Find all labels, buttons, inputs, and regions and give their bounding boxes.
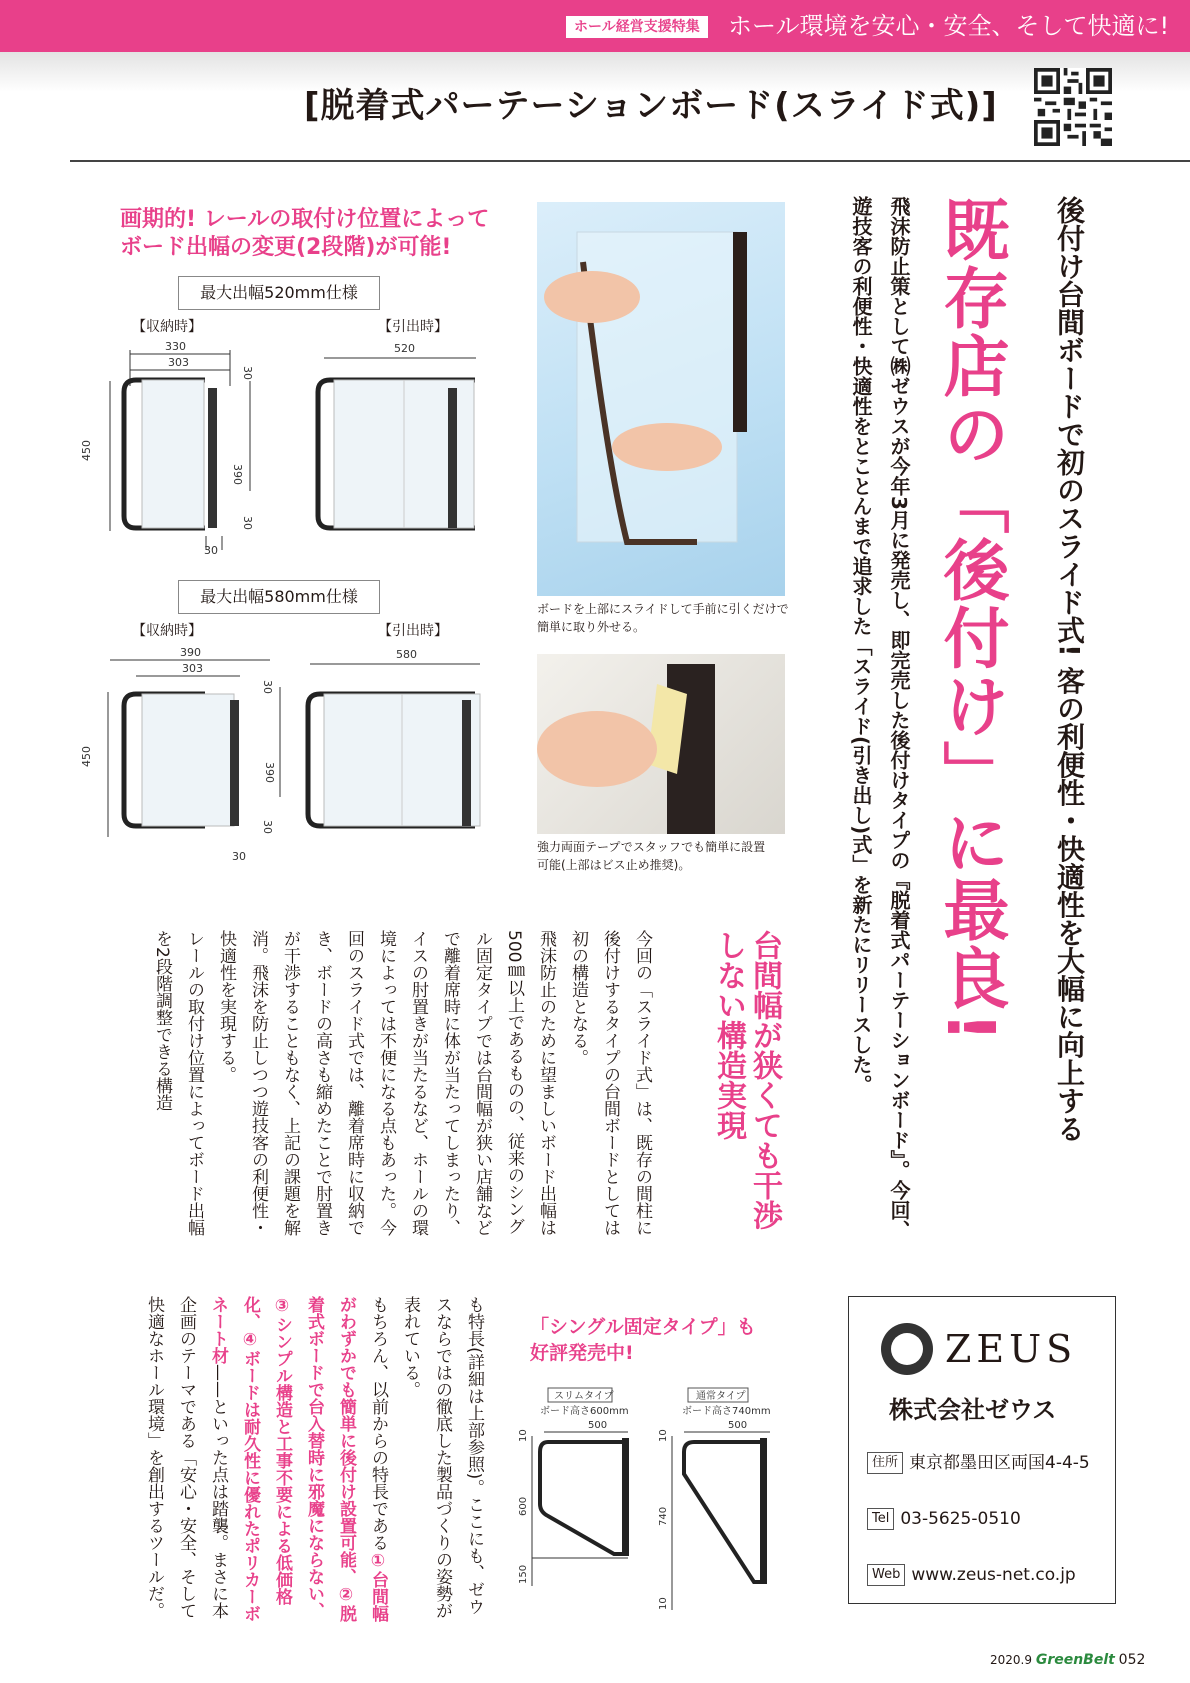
- dim-label: 330: [165, 340, 186, 353]
- lead-main: 後付け台間ボードで初のスライド式! 客の利便性・快適性を大幅に向上する: [1053, 196, 1086, 1143]
- article-paragraph: もちろん、以前からの特長である: [368, 1296, 388, 1551]
- diagram-note-line: ボード出幅の変更(2段階)が可能!: [120, 235, 452, 260]
- issue-date: 2020.9: [990, 1653, 1032, 1667]
- photo1-caption: [537, 600, 797, 636]
- qr-code-icon[interactable]: [1034, 68, 1112, 146]
- dim-label: 30: [204, 544, 218, 556]
- article-paragraph: レールの取付け位置によってボード出幅を2段階調整できる構造: [152, 930, 204, 1236]
- dim-label: 600: [518, 1496, 529, 1516]
- spec1-pulled-label: 【引出時】: [378, 319, 448, 335]
- dim-label: 30: [261, 680, 274, 694]
- page-number: 052: [1118, 1652, 1146, 1668]
- lead-headline: 既存店の「後付け」に最良!: [932, 196, 1009, 1045]
- article-paragraph: 飛沫防止のために望ましいボード出幅は500㎜以上であるものの、従来のシングル固定タイプでは台間幅が狭い店舗などで離着席時に体が当たってしまったり、イスの肘置きが当たるなど、ホールの環境によっては不便になる点もあった。今回のスライド式では、離着席時に収納でき、ボードの高さも縮めたことで肘置きが干渉することもなく、上記の課題を解消。飛沫を防止しつつ遊技客の利便性・快適性を実現する。: [216, 930, 556, 1236]
- caption-line: 簡単に取り外せる。: [537, 620, 646, 634]
- zeus-emblem-icon: [881, 1323, 933, 1375]
- normal-label: 通常タイプ: [696, 1391, 746, 1402]
- lead-sub: 飛沫防止策として㈱ゼウスが今年3月に発売し、即完売した後付けタイプの『脱着式パーテーションボード』。今回、遊技客の利便性・快適性をとことんまで追求した「スライド(引き出し)式」を新たにリリースした。: [849, 196, 911, 1240]
- page-title: [脱着式パーテーションボード(スライド式)]: [304, 86, 998, 126]
- web-label: Web: [867, 1564, 905, 1586]
- address-label: 住所: [867, 1452, 903, 1474]
- slim-label: スリムタイプ: [554, 1391, 614, 1402]
- single-type-diagram: [518, 1386, 788, 1616]
- spec-label-520: 最大出幅520mm仕様: [178, 276, 380, 310]
- article-paragraph: も特長(詳細は上部参照)。ここにも、ゼウスならではの徹底した製品づくりの姿勢が表れている。: [400, 1296, 484, 1619]
- spec-label-580: 最大出幅580mm仕様: [178, 580, 380, 614]
- dim-label: 390: [231, 464, 244, 485]
- company-logo: ZEUS: [945, 1327, 1078, 1371]
- dim-label: 390: [180, 646, 201, 659]
- spec1-diagram: [80, 336, 520, 556]
- photo-slide-removal: [537, 202, 785, 596]
- tel-label: Tel: [867, 1508, 894, 1530]
- dim-label: 30: [241, 516, 254, 530]
- slim-height: ボード高さ600mm: [540, 1406, 629, 1417]
- photo2-caption: [537, 838, 797, 874]
- dim-label: 390: [263, 762, 276, 783]
- dim-label: 303: [182, 662, 203, 675]
- caption-line: ボードを上部にスライドして手前に引くだけで: [537, 602, 789, 616]
- dim-label: 10: [658, 1597, 669, 1610]
- title-rule: [70, 160, 1190, 162]
- dim-label: 500: [588, 1420, 608, 1431]
- dim-label: 450: [80, 746, 93, 767]
- article-body-lower: [70, 1296, 490, 1626]
- caption-line: 可能(上部はビス止め推奨)。: [537, 858, 691, 872]
- spec2-pulled-label: 【引出時】: [378, 623, 448, 639]
- dim-label: 150: [518, 1564, 529, 1584]
- spec1-stored-label: 【収納時】: [132, 319, 202, 335]
- article-body-upper: [78, 930, 658, 1240]
- dim-label: 520: [394, 342, 415, 355]
- article-paragraph: 今回の「スライド式」は、既存の間柱に後付けするタイプの台間ボードとしては初の構造となる。: [568, 930, 652, 1236]
- tel-value[interactable]: 03-5625-0510: [900, 1509, 1021, 1529]
- magazine-brand: GreenBelt: [1035, 1652, 1115, 1668]
- company-name: 株式会社ゼウス: [889, 1396, 1057, 1424]
- dim-label: 10: [658, 1429, 669, 1442]
- dim-label: 30: [241, 366, 254, 380]
- article-highlight: ①台間幅がわずかでも簡単に後付け設置可能、②脱着式ボードで台入替時に邪魔にならない、③シンプル構造と工事不要による低価格化、④ボードは耐久性に優れたポリカーボネート材: [208, 1296, 388, 1622]
- company-address: [867, 1451, 1090, 1475]
- company-info-box: [848, 1296, 1116, 1604]
- dim-label: 30: [232, 850, 246, 863]
- article-paragraph: ——といった点は踏襲。まさに本企画のテーマである「安心・安全、そして快適なホール環境」を創出するツールだ。: [144, 1296, 228, 1619]
- spec2-stored-label: 【収納時】: [132, 623, 202, 639]
- single-note-line: 「シングル固定タイプ」も: [530, 1316, 756, 1338]
- company-web: [867, 1563, 1076, 1587]
- feature-tag: ホール経営支援特集: [566, 16, 708, 38]
- dim-label: 303: [168, 356, 189, 369]
- header-bar: [0, 0, 1190, 52]
- header-headline: ホール環境を安心・安全、そして快適に!: [728, 12, 1170, 40]
- dim-label: 450: [80, 440, 93, 461]
- company-tel: [867, 1507, 1021, 1531]
- photo-tape-install: [537, 654, 785, 834]
- single-type-note: [530, 1314, 756, 1366]
- normal-height: ボード高さ740mm: [682, 1406, 771, 1417]
- article-subhead: 台間幅が狭くても干渉しない構造実現: [711, 930, 782, 1230]
- spec2-diagram: [80, 642, 520, 864]
- diagram-note-line: 画期的! レールの取付け位置によって: [120, 207, 490, 232]
- diagram-note: [120, 206, 489, 262]
- caption-line: 強力両面テープでスタッフでも簡単に設置: [537, 840, 766, 854]
- page-footer: [990, 1652, 1145, 1668]
- single-note-line: 好評発売中!: [530, 1342, 634, 1364]
- web-link[interactable]: www.zeus-net.co.jp: [911, 1565, 1076, 1585]
- dim-label: 740: [658, 1506, 669, 1526]
- dim-label: 580: [396, 648, 417, 661]
- dim-label: 10: [518, 1429, 529, 1442]
- dim-label: 30: [261, 820, 274, 834]
- address-value: 東京都墨田区両国4-4-5: [909, 1453, 1090, 1473]
- dim-label: 500: [728, 1420, 748, 1431]
